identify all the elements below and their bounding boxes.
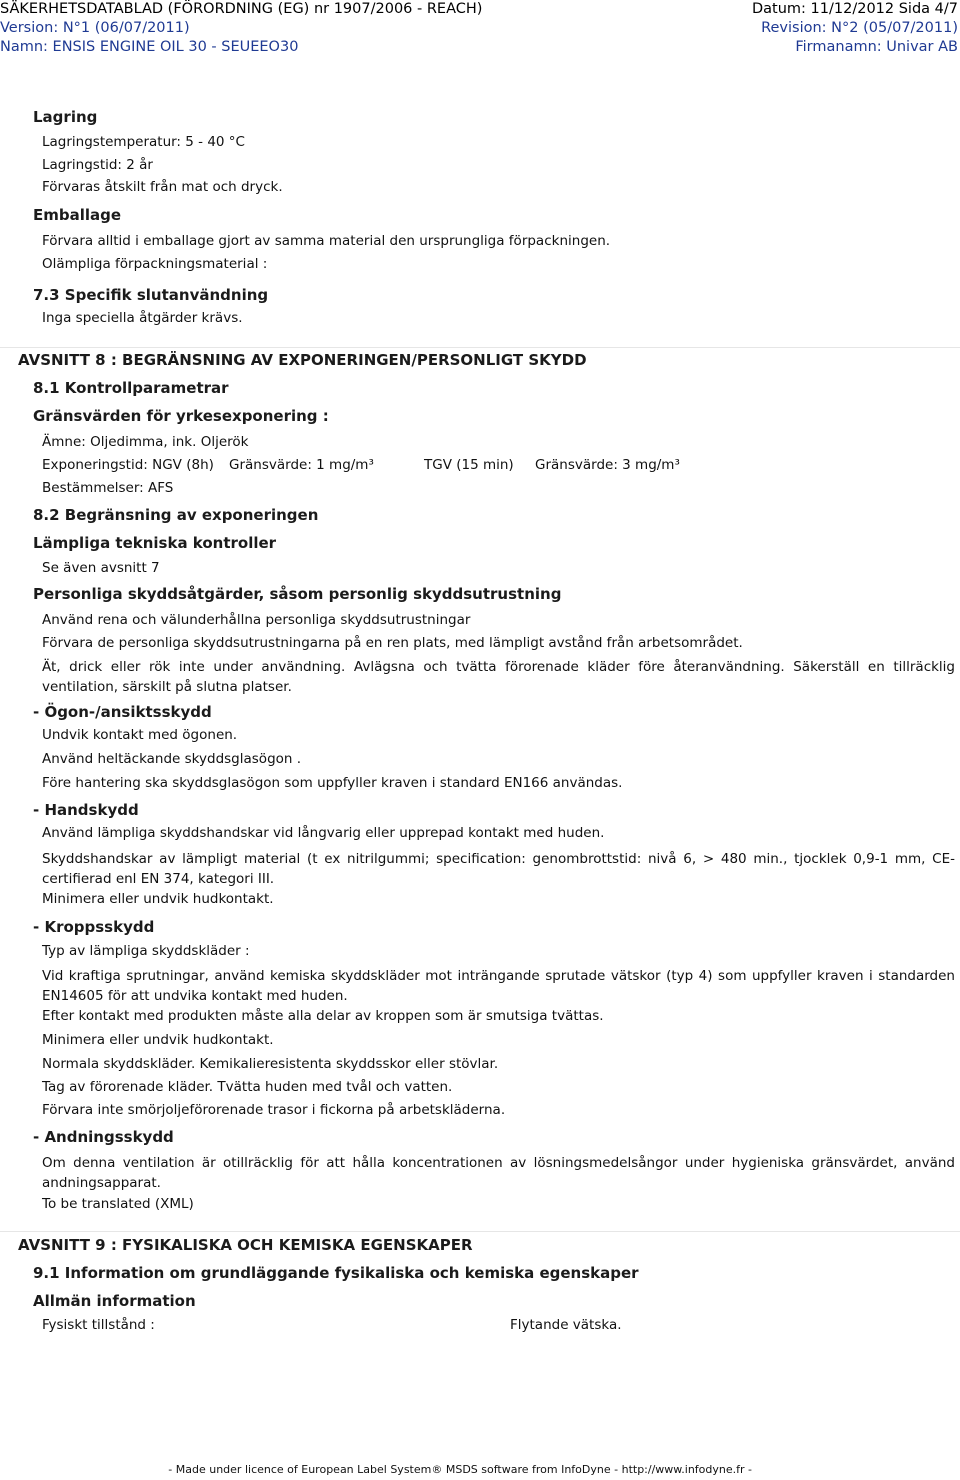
eye-line: Före hantering ska skyddsglasögon som uppfyller kraven i standard EN166 användas. (42, 775, 623, 791)
technical-controls-heading: Lämpliga tekniska kontroller (33, 534, 277, 552)
section-9-heading: AVSNITT 9 : FYSIKALISKA OCH KEMISKA EGENSKAPER (18, 1236, 473, 1254)
hand-protection-heading: - Handskydd (33, 801, 139, 819)
section-8-heading: AVSNITT 8 : BEGRÄNSNING AV EXPONERINGEN/PERSONLIGT SKYDD (18, 351, 587, 369)
section-8-1-heading: 8.1 Kontrollparametrar (33, 379, 229, 397)
body-line: Tag av förorenade kläder. Tvätta huden med tvål och vatten. (42, 1079, 453, 1095)
storage-heading: Lagring (33, 108, 98, 126)
packaging-heading: Emballage (33, 206, 122, 224)
hand-line: Minimera eller undvik hudkontakt. (42, 891, 274, 907)
revision: Revision: N°2 (05/07/2011) (761, 20, 958, 36)
packaging-line: Förvara alltid i emballage gjort av samma material den ursprungliga förpackningen. (42, 233, 611, 249)
exposure-tgv: TGV (15 min) (424, 457, 514, 473)
ppe-line: Förvara de personliga skyddsutrustningarna på en ren plats, med lämpligt avstånd från arbetsområdet. (42, 635, 743, 651)
document-title: SÄKERHETSDATABLAD (FÖRORDNING (EG) nr 1907/2006 - REACH) (0, 1, 483, 17)
regulations: Bestämmelser: AFS (42, 480, 174, 496)
body-line: Vid kraftiga sprutningar, använd kemiska skyddskläder mot inträngande sprutade vätskor (typ 4) som uppfyller kraven i standarden EN14605 för att undvika kontakt med huden. (42, 968, 955, 1004)
company-name: Firmanamn: Univar AB (795, 39, 958, 55)
exposure-limits-heading: Gränsvärden för yrkesexponering : (33, 407, 329, 425)
exposure-ngv: Exponeringstid: NGV (8h) (42, 457, 214, 473)
body-line: Normala skyddskläder. Kemikalieresistenta skyddsskor eller stövlar. (42, 1056, 499, 1072)
storage-separate: Förvaras åtskilt från mat och dryck. (42, 179, 283, 195)
body-line: Minimera eller undvik hudkontakt. (42, 1032, 274, 1048)
storage-time: Lagringstid: 2 år (42, 157, 153, 173)
version: Version: N°1 (06/07/2011) (0, 20, 190, 36)
eye-protection-heading: - Ögon-/ansiktsskydd (33, 703, 212, 721)
limit-tgv: Gränsvärde: 3 mg/m³ (535, 457, 680, 473)
storage-temperature: Lagringstemperatur: 5 - 40 °C (42, 134, 245, 150)
divider (0, 347, 960, 348)
limit-ngv: Gränsvärde: 1 mg/m³ (229, 457, 374, 473)
packaging-unsuitable: Olämpliga förpackningsmaterial : (42, 256, 268, 272)
respiratory-protection-heading: - Andningsskydd (33, 1128, 174, 1146)
section-8-2-heading: 8.2 Begränsning av exponeringen (33, 506, 319, 524)
respiratory-line: Om denna ventilation är otillräcklig för att hålla koncentrationen av lösningsmedelsångor under hygieniska gränsvärdet, använd andningsapparat. (42, 1155, 955, 1191)
ppe-line: Använd rena och välunderhållna personliga skyddsutrustningar (42, 612, 471, 628)
hand-line: Använd lämpliga skyddshandskar vid långvarig eller upprepad kontakt med huden. (42, 825, 605, 841)
body-protection-heading: - Kroppsskydd (33, 918, 155, 936)
hand-line: Skyddshandskar av lämpligt material (t ex nitrilgummi; specification: genombrottstid: nivå 6, > 480 min., tjocklek 0,9-1 mm, CE-certifierad enl EN 374, kategori III. (42, 851, 955, 887)
physical-state-label: Fysiskt tillstånd : (42, 1317, 155, 1333)
body-line: Förvara inte smörjoljeförorenade trasor i fickorna på arbetskläderna. (42, 1102, 506, 1118)
ppe-heading: Personliga skyddsåtgärder, såsom personlig skyddsutrustning (33, 585, 562, 603)
body-line: Efter kontakt med produkten måste alla delar av kroppen som är smutsiga tvättas. (42, 1008, 604, 1024)
technical-controls-text: Se även avsnitt 7 (42, 560, 160, 576)
ppe-line: Ät, drick eller rök inte under användning. Avlägsna och tvätta förorenade kläder före återanvändning. Säkerställ en tillräcklig ventilation, särskilt på slutna platser. (42, 659, 955, 695)
section-7-3-heading: 7.3 Specifik slutanvändning (33, 286, 269, 304)
footer-text: - Made under licence of European Label System® MSDS software from InfoDyne - http://www.infodyne.fr - (168, 1463, 752, 1476)
general-info-heading: Allmän information (33, 1292, 196, 1310)
section-9-1-heading: 9.1 Information om grundläggande fysikaliska och kemiska egenskaper (33, 1264, 639, 1282)
eye-line: Använd heltäckande skyddsglasögon . (42, 751, 302, 767)
respiratory-line: To be translated (XML) (42, 1196, 194, 1212)
substance: Ämne: Oljedimma, ink. Oljerök (42, 434, 249, 450)
eye-line: Undvik kontakt med ögonen. (42, 727, 238, 743)
date-page: Datum: 11/12/2012 Sida 4/7 (752, 1, 958, 17)
section-7-3-text: Inga speciella åtgärder krävs. (42, 310, 243, 326)
divider (0, 1231, 960, 1232)
body-line: Typ av lämpliga skyddskläder : (42, 943, 250, 959)
physical-state-value: Flytande vätska. (510, 1317, 622, 1333)
product-name: Namn: ENSIS ENGINE OIL 30 - SEUEEO30 (0, 39, 299, 55)
